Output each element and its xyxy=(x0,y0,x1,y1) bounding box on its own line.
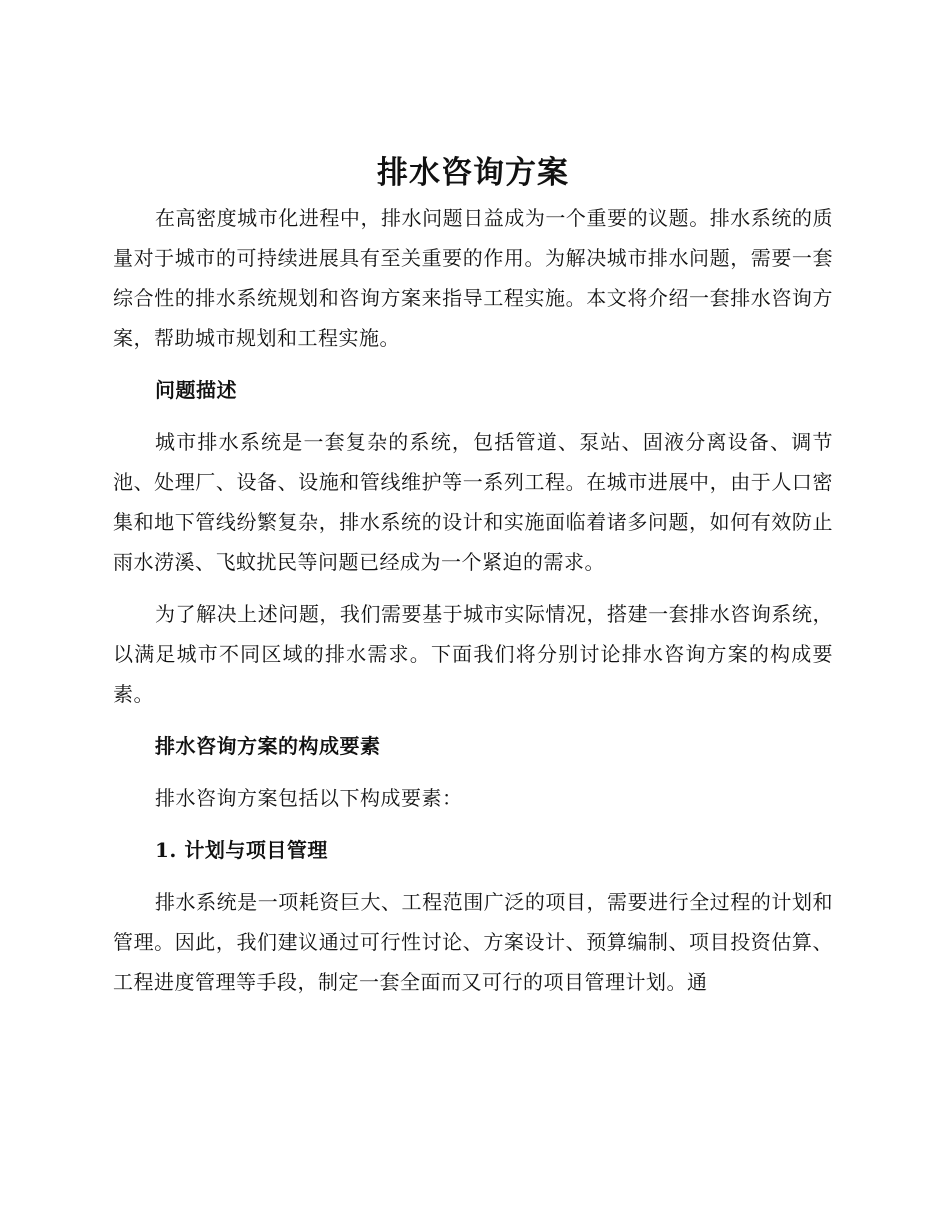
section-heading-elements: 排水咨询方案的构成要素 xyxy=(155,734,381,758)
subsection-heading-planning: 1. 计划与项目管理 xyxy=(155,838,328,862)
intro-paragraph: 在高密度城市化进程中，排水问题日益成为一个重要的议题。排水系统的质量对于城市的可持续进展具有至关重要的作用。为解决城市排水问题，需要一套综合性的排水系统规划和咨询方案来指导工程实施。本文将介绍一套排水咨询方案，帮助城市规划和工程实施。 xyxy=(113,206,833,350)
problem-paragraph-1: 城市排水系统是一套复杂的系统，包括管道、泵站、固液分离设备、调节池、处理厂、设备、设施和管线维护等一系列工程。在城市进展中，由于人口密集和地下管线纷繁复杂，排水系统的设计和实施面临着诸多问题，如何有效防止雨水涝溪、飞蚊扰民等问题已经成为一个紧迫的需求。 xyxy=(113,430,833,574)
problem-paragraph-2: 为了解决上述问题，我们需要基于城市实际情况，搭建一套排水咨询系统，以满足城市不同区域的排水需求。下面我们将分别讨论排水咨询方案的构成要素。 xyxy=(113,602,833,706)
section-heading-problem: 问题描述 xyxy=(155,378,237,402)
elements-intro-paragraph: 排水咨询方案包括以下构成要素： xyxy=(155,786,463,810)
document-body xyxy=(113,148,833,1014)
planning-paragraph: 排水系统是一项耗资巨大、工程范围广泛的项目，需要进行全过程的计划和管理。因此，我们建议通过可行性讨论、方案设计、预算编制、项目投资估算、工程进度管理等手段，制定一套全面而又可行的项目管理计划。通 xyxy=(113,890,833,994)
document-title: 排水咨询方案 xyxy=(377,155,569,191)
